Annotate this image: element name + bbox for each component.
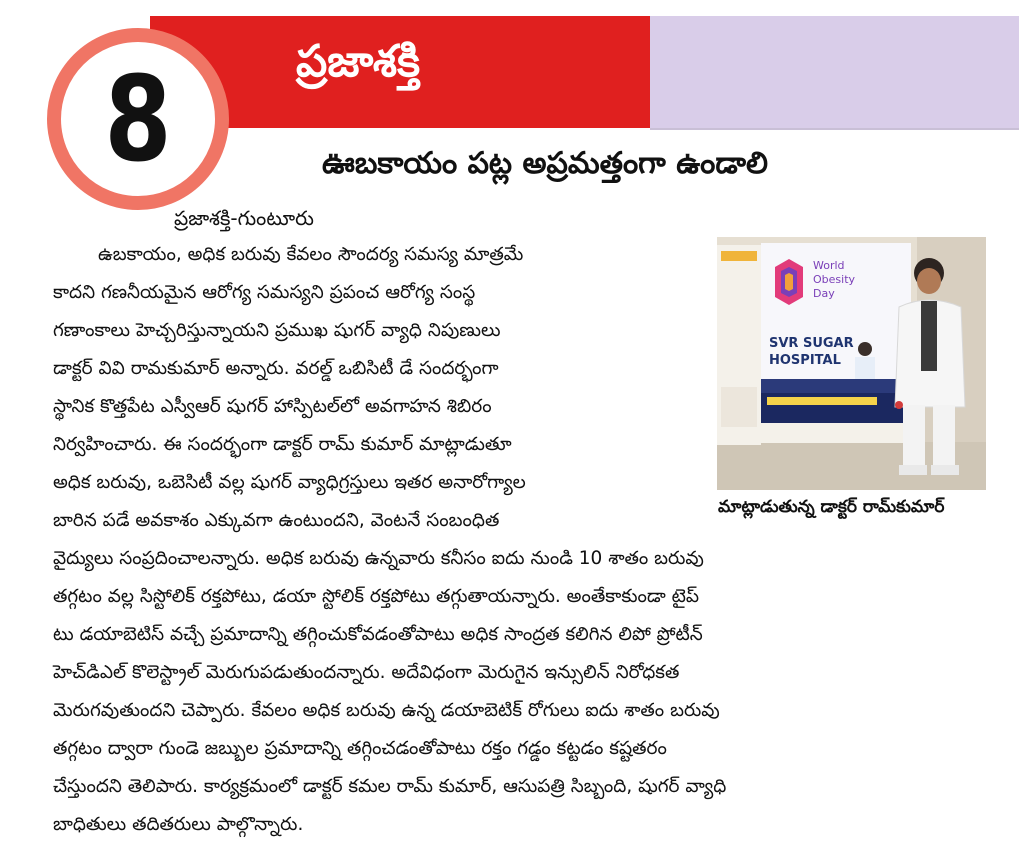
body-line: గణాంకాలు హెచ్చరిస్తున్నాయని ప్రముఖ షుగర్ వ్యాధి నిపుణులు	[53, 320, 501, 341]
body-line: స్థానిక కొత్తపేట ఎస్వీఆర్ షుగర్ హాస్పిటల్‌లో అవగాహన శిబిరం	[53, 396, 492, 417]
body-line: ఉబకాయం, అధిక బరువు కేవలం సౌందర్య సమస్య మాత్రమే	[98, 244, 524, 265]
body-line: తగ్గటం వల్ల సిస్టోలిక్ రక్తపోటు, డయా స్టోలిక్ రక్తపోటు తగ్గుతాయన్నారు. అంతేకాకుండా టైప్	[53, 586, 700, 607]
banner-text-world: World	[813, 259, 845, 272]
body-line: డాక్టర్ వివి రామకుమార్ అన్నారు. వరల్డ్ ఒబిసిటీ డే సందర్భంగా	[53, 358, 499, 379]
article-dateline: ప్రజాశక్తి-గుంటూరు	[174, 206, 314, 230]
newspaper-masthead: ప్రజాశక్తి	[296, 36, 421, 87]
body-line: వైద్యులు సంప్రదించాలన్నారు. అధిక బరువు ఉన్నవారు కనీసం ఐదు నుండి 10 శాతం బరువు	[53, 548, 704, 569]
body-line: కాదని గణనీయమైన ఆరోగ్య సమస్యని ప్రపంచ ఆరోగ్య సంస్థ	[53, 282, 476, 303]
body-line: టు డయాబెటిస్ వచ్చే ప్రమాదాన్ని తగ్గించుకోవడంతోపాటు అధిక సాంద్రత కలిగిన లిపో ప్రోటీన్	[53, 624, 703, 645]
body-line: చేస్తుందని తెలిపారు. కార్యక్రమంలో డాక్టర్ కమల రామ్ కుమార్, ఆసుపత్రి సిబ్బంది, షుగర్ వ్యాధి	[53, 776, 727, 797]
body-line: తగ్గటం ద్వారా గుండె జబ్బుల ప్రమాదాన్ని తగ్గించడంతోపాటు రక్తం గడ్డం కట్టడం కష్టతరం	[53, 738, 667, 759]
page-number: 8	[104, 50, 172, 188]
photo-illustration	[717, 237, 986, 490]
body-line: అధిక బరువు, ఒబెసిటీ వల్ల షుగర్ వ్యాధిగ్రస్తులు ఇతర అనారోగ్యాల	[53, 472, 526, 493]
page-number-badge	[47, 28, 229, 210]
header-rule	[650, 128, 1019, 130]
body-line: బారిన పడే అవకాశం ఎక్కువగా ఉంటుందని, వెంటనే సంబంధిత	[53, 510, 500, 531]
banner-text-day: Day	[813, 287, 835, 300]
body-line: హెచ్‌డిఎల్ కొలెస్ట్రాల్ మెరుగుపడుతుందన్నారు. అదేవిధంగా మెరుగైన ఇన్సులిన్ నిరోధకత	[53, 662, 680, 683]
article-photo	[717, 237, 986, 490]
header-band-right	[650, 16, 1019, 128]
banner-hospital-line2: HOSPITAL	[769, 353, 841, 368]
body-line: మెరుగవుతుందని చెప్పారు. కేవలం అధిక బరువు ఉన్న డయాబెటిక్ రోగులు ఐదు శాతం బరువు	[53, 700, 720, 721]
article-headline: ఊబకాయం పట్ల అప్రమత్తంగా ఉండాలి	[322, 146, 768, 181]
banner-text-obesity: Obesity	[813, 273, 856, 286]
body-line: నిర్వహించారు. ఈ సందర్భంగా డాక్టర్ రామ్ కుమార్ మాట్లాడుతూ	[53, 434, 512, 455]
body-line: బాధితులు తదితరులు పాల్గొన్నారు.	[53, 814, 304, 835]
banner-hospital-line1: SVR SUGAR	[769, 336, 854, 351]
photo-caption: మాట్లాడుతున్న డాక్టర్ రామ్‌కుమార్	[718, 497, 945, 517]
